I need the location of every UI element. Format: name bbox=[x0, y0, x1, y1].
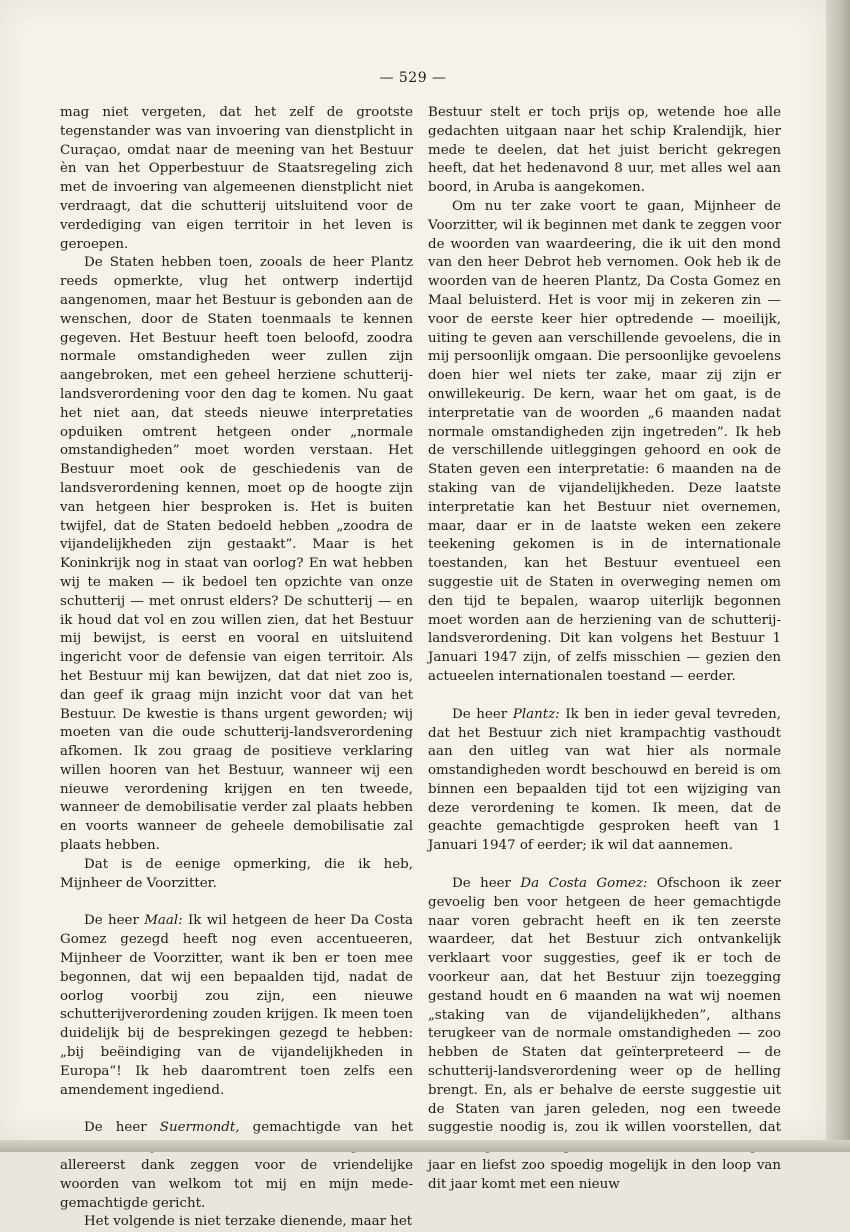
speech-paragraph bbox=[60, 912, 413, 1100]
book-spine-edge bbox=[826, 0, 850, 1152]
speech-text: Ofschoon ik zeer gevoelig ben voor hetgeen de heer gemachtigde naar voren gebracht heeft en ik ten zeerste waardeer, dat het Bestuur zich ontvankelijk verklaart voor suggesties, geef ik er toch de voorkeur aan, dat het Bestuur zijn toezegging gestand houdt en 6 maanden na wat wij noemen „staking van de vijandelijkheden”, althans terugkeer van de normale omstandigheden — zoo hebben de Staten dat geïnterpreteerd — de schutterij-landsverordening weer op de helling brengt. En, als er behalve de eerste suggestie uit de Staten van jaren geleden, nog een tweede suggestie noodig is, zou ik willen voorstellen, dat dit college zich uitspreekt, dat het Bestuur nog dit jaar en liefst zoo spoedig mogelijk in den loop van dit jaar komt met een nieuw bbox=[428, 876, 781, 1192]
speech-text: Ik ben in ieder geval tevreden, dat het Bestuur zich niet krampachtig vasthoudt aan den uitleg van wat hier als normale omstandigheden wordt beschouwd en bereid is om binnen een bepaalden tijd tot een wijziging van deze verordening te komen. Ik meen, dat de geachte gemachtigde gesproken heeft van 1 Januari 1947 of eerder; ik wil dat aannemen. bbox=[428, 707, 781, 854]
speech-paragraph bbox=[60, 1119, 413, 1213]
paragraph: Bestuur stelt er toch prijs op, wetende hoe alle gedachten uitgaan naar het schip Kralendijk, hier mede te deelen, dat het juist bericht gekregen heeft, dat het hedenavond 8 uur, met alles wel aan boord, in Aruba is aangekomen. bbox=[428, 104, 781, 198]
page-number: — 529 — bbox=[0, 70, 826, 86]
paragraph bbox=[60, 1213, 413, 1232]
speaker-prefix: De heer bbox=[452, 707, 513, 722]
paragraph: De Staten hebben toen, zooals de heer Plantz reeds opmerkte, vlug het ontwerp indertijd aangenomen, maar het Bestuur is gebonden aan de wenschen, door de Staten toenmaals te kennen gegeven. Het Bestuur heeft toen beloofd, zoodra normale omstandigheden weer zullen zijn aangebroken, met een geheel herziene schutterij-landsverordening voor den dag te komen. Nu gaat het niet aan, dat steeds nieuwe interpretaties opduiken omtrent hetgeen onder „normale omstandigheden” moet worden verstaan. Het Bestuur moet ook de geschiedenis van de landsverordening kennen, moet op de hoogte zijn van hetgeen hier besproken is. Het is buiten twijfel, dat de Staten bedoeld hebben „zoodra de vijandelijkheden zijn gestaakt”. Maar is het Koninkrijk nog in staat van oorlog? En wat hebben wij te maken — ik bedoel ten opzichte van onze schutterij — met onrust elders? De schutterij — en ik houd dat vol en zou willen zien, dat het Bestuur mij bewijst, is eerst en vooral en uitsluitend ingericht voor de defensie van eigen territoir. Als het Bestuur mij kan bewijzen, dat dat niet zoo is, dan geef ik graag mijn inzicht voor dat van het Bestuur. De kwestie is thans urgent geworden; wij moeten van die oude schutterij-landsverordening afkomen. Ik zou graag de positieve verklaring willen hooren van het Bestuur, wanneer wij een nieuwe verordening krijgen en ten tweede, wanneer de demobilisatie verder zal plaats hebben en voorts wanneer de geheele demobilisatie zal plaats hebben. bbox=[60, 254, 413, 856]
speech-paragraph bbox=[428, 706, 781, 856]
paragraph: Dat is de eenige opmerking, die ik heb, Mijnheer de Voorzitter. bbox=[60, 856, 413, 894]
left-column bbox=[60, 104, 413, 1232]
speaker-name: Da Costa Gomez: bbox=[520, 876, 647, 891]
right-column bbox=[428, 104, 781, 1195]
paragraph: mag niet vergeten, dat het zelf de grootste tegenstander was van invoering van dienstplicht in Curaçao, omdat naar de meening van het Bestuur èn van het Opperbestuur de Staatsregeling zich met de invoering van algemeenen dienstplicht niet verdraagt, dat die schutterij uitsluitend voor de verdediging van eigen territoir in het leven is geroepen. bbox=[60, 104, 413, 254]
speaker-name: Maal: bbox=[144, 913, 182, 928]
speaker-name: Suermondt, bbox=[160, 1120, 240, 1135]
paragraph: Om nu ter zake voort te gaan, Mijnheer de Voorzitter, wil ik beginnen met dank te zeggen voor de woorden van waardeering, die ik uit den mond van den heer Debrot heb vernomen. Ook heb ik de woorden van de heeren Plantz, Da Costa Gomez en Maal beluisterd. Het is voor mij in zekeren zin — voor de eerste keer hier optredende — moeilijk, uiting te geven aan verschillende gevoelens, die in mij persoonlijk omgaan. Die persoonlijke gevoelens doen hier wel niets ter zake, maar zij zijn er onwillekeurig. De kern, waar het om gaat, is de interpretatie van de woorden „6 maanden nadat normale omstandigheden zijn ingetreden”. Ik heb de verschillende uitleggingen gehoord en ook de Staten geven een interpretatie: 6 maanden na de staking van de vijandelijkheden. Deze laatste interpretatie kan het Bestuur niet overnemen, maar, daar er in de laatste weken een zekere teekening gekomen is in de internationale toestanden, kan het Bestuur eventueel een suggestie uit de Staten in overweging nemen om den tijd te bepalen, waarop uiterlijk begonnen moet worden aan de herziening van de schutterij-landsverordening. Dit kan volgens het Bestuur 1 Januari 1947 zijn, of zelfs misschien — gezien den actueelen internationalen toestand — eerder. bbox=[428, 198, 781, 687]
speaker-name: Plantz: bbox=[513, 707, 560, 722]
speech-text: gemachtigde van het Bestuur: Mijnheer de Voorzitter. Mag ik U allereerst dank zeggen voor de vriendelijke woorden van welkom tot mij en mijn mede-gemachtigde gericht. bbox=[60, 1120, 413, 1210]
page-bottom-edge bbox=[0, 1140, 850, 1152]
speaker-prefix: De heer bbox=[84, 1120, 160, 1135]
speaker-prefix: De heer bbox=[452, 876, 520, 891]
speech-text: Ik wil hetgeen de heer Da Costa Gomez gezegd heeft nog even accentueeren, Mijnheer de Voorzitter, want ik ben er toen mee begonnen, dat wij een bepaalden tijd, nadat de oorlog voorbij zou zijn, een nieuwe schutterijverordening zouden krijgen. Ik meen toen duidelijk bij de besprekingen gezegd te hebben: „bij beëindiging van de vijandelijkheden in Europa”! Ik heb daaromtrent toen zelfs een amendement ingediend. bbox=[60, 913, 413, 1097]
speaker-prefix: De heer bbox=[84, 913, 144, 928]
